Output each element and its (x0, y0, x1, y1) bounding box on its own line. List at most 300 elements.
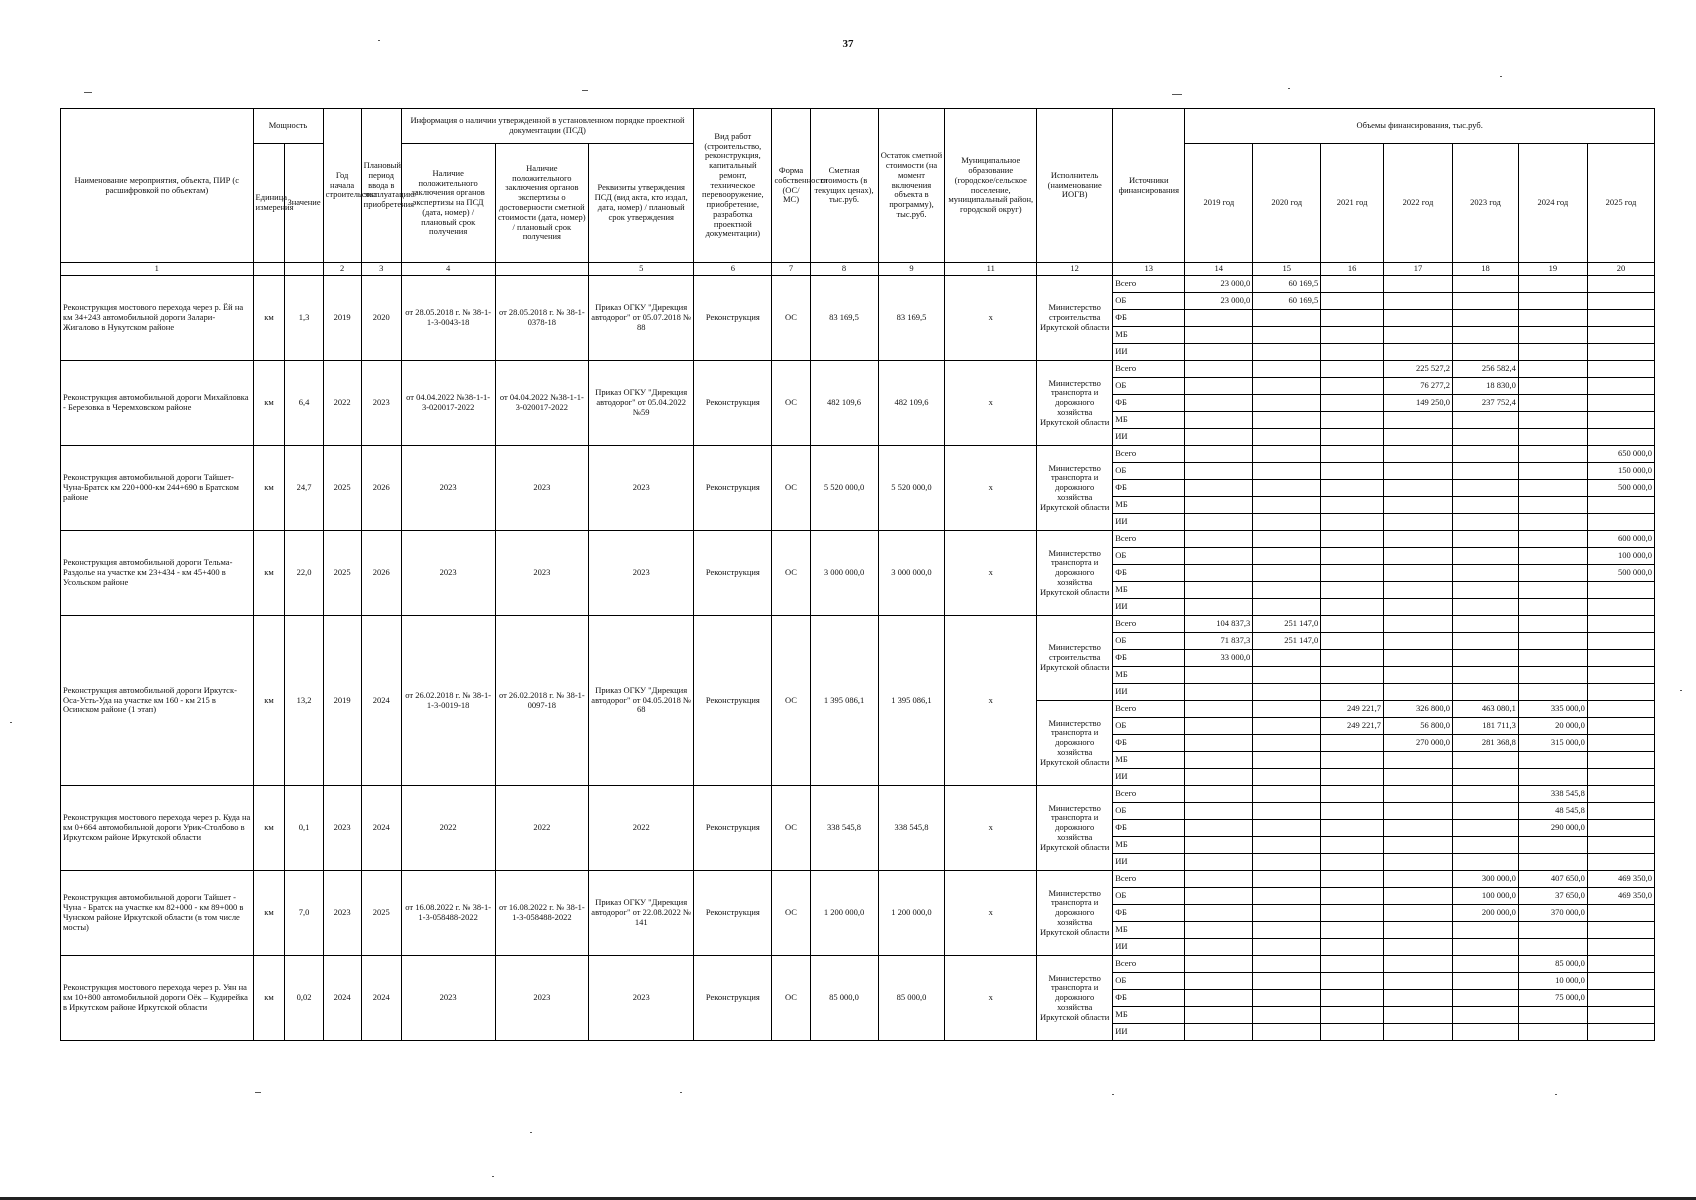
psd-cost-expertise: 2023 (495, 446, 589, 531)
commissioning-year: 2020 (361, 276, 401, 361)
funding-amount (1384, 905, 1453, 922)
funding-amount (1253, 667, 1321, 684)
funding-amount (1587, 667, 1654, 684)
capacity-value: 13,2 (285, 616, 323, 786)
remaining-cost: 482 109,6 (878, 361, 945, 446)
column-index (253, 263, 285, 276)
funding-amount: 300 000,0 (1453, 871, 1519, 888)
funding-amount (1253, 939, 1321, 956)
funding-amount (1453, 803, 1519, 820)
funding-amount (1384, 497, 1453, 514)
psd-requisites: Приказ ОГКУ "Дирекция автодорог" от 04.05.2018 № 68 (589, 616, 694, 786)
funding-source: Всего (1113, 616, 1185, 633)
scan-speck (1555, 1094, 1557, 1095)
funding-amount (1587, 293, 1654, 310)
funding-amount (1253, 463, 1321, 480)
funding-amount (1185, 786, 1253, 803)
header-remaining-cost: Остаток сметной стоимости (на момент включения объекта в программу), тыс.руб. (878, 109, 945, 263)
funding-amount (1453, 446, 1519, 463)
funding-amount (1587, 939, 1654, 956)
funding-amount (1518, 582, 1587, 599)
work-type: Реконструкция (694, 531, 772, 616)
scan-speck (1112, 1094, 1114, 1095)
funding-amount (1253, 531, 1321, 548)
funding-source: Всего (1113, 871, 1185, 888)
funding-amount (1518, 565, 1587, 582)
remaining-cost: 83 169,5 (878, 276, 945, 361)
funding-amount (1253, 395, 1321, 412)
funding-amount (1321, 344, 1384, 361)
funding-amount: 237 752,4 (1453, 395, 1519, 412)
capacity-unit: км (253, 956, 285, 1041)
psd-requisites: 2022 (589, 786, 694, 871)
funding-amount (1253, 480, 1321, 497)
funding-amount: 181 711,3 (1453, 718, 1519, 735)
column-index: 7 (772, 263, 810, 276)
funding-source: Всего (1113, 276, 1185, 293)
scan-speck (582, 90, 588, 91)
funding-amount (1518, 446, 1587, 463)
funding-source: ФБ (1113, 820, 1185, 837)
funding-amount (1518, 616, 1587, 633)
capacity-unit: км (253, 616, 285, 786)
funding-amount (1518, 667, 1587, 684)
funding-amount (1587, 327, 1654, 344)
municipality: х (945, 531, 1037, 616)
funding-amount (1253, 769, 1321, 786)
funding-amount (1384, 565, 1453, 582)
funding-amount (1587, 650, 1654, 667)
header-name: Наименование мероприятия, объекта, ПИР (с расшифровкой по объектам) (61, 109, 254, 263)
column-index (285, 263, 323, 276)
municipality: х (945, 956, 1037, 1041)
funding-amount: 75 000,0 (1518, 990, 1587, 1007)
start-year: 2022 (323, 361, 361, 446)
funding-amount (1321, 463, 1384, 480)
funding-amount (1518, 548, 1587, 565)
funding-amount (1384, 837, 1453, 854)
funding-source: МБ (1113, 667, 1185, 684)
funding-source: ФБ (1113, 395, 1185, 412)
ownership-form: ОС (772, 956, 810, 1041)
funding-amount (1253, 786, 1321, 803)
estimated-cost: 1 395 086,1 (810, 616, 878, 786)
funding-amount (1587, 990, 1654, 1007)
funding-source: Всего (1113, 361, 1185, 378)
funding-amount (1185, 905, 1253, 922)
funding-amount: 48 545,8 (1518, 803, 1587, 820)
funding-amount (1253, 854, 1321, 871)
funding-source: ФБ (1113, 565, 1185, 582)
funding-amount (1453, 769, 1519, 786)
funding-amount (1185, 463, 1253, 480)
funding-amount (1587, 854, 1654, 871)
funding-amount: 600 000,0 (1587, 531, 1654, 548)
capacity-value: 7,0 (285, 871, 323, 956)
capacity-unit: км (253, 361, 285, 446)
funding-amount (1453, 616, 1519, 633)
column-index: 16 (1321, 263, 1384, 276)
remaining-cost: 85 000,0 (878, 956, 945, 1041)
funding-amount (1384, 582, 1453, 599)
funding-amount (1587, 718, 1654, 735)
funding-amount (1453, 463, 1519, 480)
psd-expertise: от 04.04.2022 №38-1-1-3-020017-2022 (401, 361, 495, 446)
funding-amount: 338 545,8 (1518, 786, 1587, 803)
funding-amount (1587, 1007, 1654, 1024)
column-index: 12 (1037, 263, 1113, 276)
executor: Министерство строительства Иркутской области (1037, 616, 1113, 701)
funding-amount (1518, 939, 1587, 956)
funding-amount (1185, 701, 1253, 718)
psd-requisites: 2023 (589, 956, 694, 1041)
table-row (61, 531, 1655, 548)
funding-amount (1453, 820, 1519, 837)
scan-speck (530, 1132, 532, 1133)
funding-amount: 60 169,5 (1253, 276, 1321, 293)
estimated-cost: 83 169,5 (810, 276, 878, 361)
funding-amount (1185, 429, 1253, 446)
header-year-2021: 2021 год (1321, 144, 1384, 263)
funding-amount (1253, 599, 1321, 616)
header-executor: Исполнитель (наименование ИОГВ) (1037, 109, 1113, 263)
column-index: 3 (361, 263, 401, 276)
funding-amount (1321, 820, 1384, 837)
column-index: 18 (1453, 263, 1519, 276)
funding-amount: 270 000,0 (1384, 735, 1453, 752)
header-psd-requisites: Реквизиты утверждения ПСД (вид акта, кто издал, дата, номер) / плановый срок утверждения (589, 144, 694, 263)
column-index: 4 (401, 263, 495, 276)
funding-amount (1253, 361, 1321, 378)
funding-amount (1321, 854, 1384, 871)
funding-amount: 71 837,3 (1185, 633, 1253, 650)
funding-amount: 23 000,0 (1185, 293, 1253, 310)
funding-source: ИИ (1113, 854, 1185, 871)
capacity-unit: км (253, 786, 285, 871)
commissioning-year: 2026 (361, 531, 401, 616)
remaining-cost: 338 545,8 (878, 786, 945, 871)
funding-amount (1321, 973, 1384, 990)
column-index: 5 (589, 263, 694, 276)
psd-expertise: от 28.05.2018 г. № 38-1-1-3-0043-18 (401, 276, 495, 361)
funding-amount (1384, 990, 1453, 1007)
capacity-value: 22,0 (285, 531, 323, 616)
object-name: Реконструкция автомобильной дороги Тельма-Раздолье на участке км 23+434 - км 45+400 в Усольском районе (61, 531, 254, 616)
funding-amount (1321, 667, 1384, 684)
funding-amount (1253, 582, 1321, 599)
financing-table (60, 108, 1655, 1041)
ownership-form: ОС (772, 616, 810, 786)
scan-speck (492, 1176, 494, 1177)
funding-amount: 469 350,0 (1587, 888, 1654, 905)
header-capacity: Мощность (253, 109, 323, 144)
work-type: Реконструкция (694, 956, 772, 1041)
object-name: Реконструкция мостового перехода через р. Ёй на км 34+243 автомобильной дороги Залари-Жигалово в Нукутском районе (61, 276, 254, 361)
psd-requisites: Приказ ОГКУ "Дирекция автодорог" от 22.08.2022 № 141 (589, 871, 694, 956)
funding-amount (1384, 939, 1453, 956)
executor: Министерство транспорта и дорожного хозяйства Иркутской области (1037, 786, 1113, 871)
funding-amount (1518, 395, 1587, 412)
start-year: 2024 (323, 956, 361, 1041)
funding-amount (1587, 684, 1654, 701)
funding-amount (1185, 752, 1253, 769)
funding-amount (1321, 837, 1384, 854)
executor: Министерство транспорта и дорожного хозяйства Иркутской области (1037, 531, 1113, 616)
work-type: Реконструкция (694, 786, 772, 871)
funding-amount (1587, 497, 1654, 514)
work-type: Реконструкция (694, 871, 772, 956)
funding-amount (1384, 531, 1453, 548)
funding-amount: 60 169,5 (1253, 293, 1321, 310)
work-type: Реконструкция (694, 361, 772, 446)
header-sources: Источники финансирования (1113, 109, 1185, 263)
funding-amount (1321, 905, 1384, 922)
funding-amount (1587, 514, 1654, 531)
column-index (495, 263, 589, 276)
psd-requisites: Приказ ОГКУ "Дирекция автодорог" от 05.07.2018 № 88 (589, 276, 694, 361)
funding-amount (1587, 344, 1654, 361)
funding-amount (1321, 293, 1384, 310)
ownership-form: ОС (772, 361, 810, 446)
municipality: х (945, 276, 1037, 361)
funding-amount (1185, 361, 1253, 378)
funding-amount (1185, 888, 1253, 905)
table-row (61, 956, 1655, 973)
funding-source: Всего (1113, 446, 1185, 463)
funding-amount (1453, 276, 1519, 293)
funding-amount (1384, 633, 1453, 650)
funding-amount (1253, 446, 1321, 463)
table-row (61, 616, 1655, 633)
funding-amount (1453, 327, 1519, 344)
funding-amount: 149 250,0 (1384, 395, 1453, 412)
estimated-cost: 3 000 000,0 (810, 531, 878, 616)
funding-amount (1185, 599, 1253, 616)
psd-cost-expertise: от 16.08.2022 г. № 38-1-1-3-058488-2022 (495, 871, 589, 956)
funding-amount (1253, 412, 1321, 429)
psd-cost-expertise: от 04.04.2022 №38-1-1-3-020017-2022 (495, 361, 589, 446)
funding-amount (1185, 718, 1253, 735)
funding-amount (1321, 378, 1384, 395)
capacity-unit: км (253, 871, 285, 956)
object-name: Реконструкция автомобильной дороги Михайловка - Березовка в Черемховском районе (61, 361, 254, 446)
funding-amount (1587, 752, 1654, 769)
municipality: х (945, 871, 1037, 956)
psd-expertise: 2023 (401, 531, 495, 616)
funding-amount (1587, 599, 1654, 616)
psd-expertise: 2023 (401, 956, 495, 1041)
funding-amount (1587, 701, 1654, 718)
header-psd-info: Информация о наличии утвержденной в установленном порядке проектной документации (ПСД) (401, 109, 693, 144)
funding-amount (1518, 1007, 1587, 1024)
table-row (61, 361, 1655, 378)
funding-source: МБ (1113, 582, 1185, 599)
funding-amount (1518, 293, 1587, 310)
funding-amount: 56 800,0 (1384, 718, 1453, 735)
funding-amount (1453, 531, 1519, 548)
funding-source: Всего (1113, 531, 1185, 548)
funding-amount (1185, 854, 1253, 871)
funding-amount (1384, 293, 1453, 310)
funding-source: МБ (1113, 497, 1185, 514)
funding-amount: 150 000,0 (1587, 463, 1654, 480)
funding-amount (1321, 769, 1384, 786)
column-index: 2 (323, 263, 361, 276)
scan-speck (255, 1092, 261, 1093)
funding-amount: 315 000,0 (1518, 735, 1587, 752)
funding-amount (1453, 514, 1519, 531)
funding-source: Всего (1113, 956, 1185, 973)
funding-amount: 249 221,7 (1321, 701, 1384, 718)
funding-amount (1384, 684, 1453, 701)
funding-amount (1453, 752, 1519, 769)
funding-amount (1384, 514, 1453, 531)
funding-amount (1253, 905, 1321, 922)
funding-amount (1453, 480, 1519, 497)
funding-amount (1321, 786, 1384, 803)
psd-expertise: от 26.02.2018 г. № 38-1-1-3-0019-18 (401, 616, 495, 786)
remaining-cost: 1 395 086,1 (878, 616, 945, 786)
funding-amount: 100 000,0 (1587, 548, 1654, 565)
funding-amount: 225 527,2 (1384, 361, 1453, 378)
funding-amount (1321, 1024, 1384, 1041)
commissioning-year: 2023 (361, 361, 401, 446)
funding-amount (1453, 922, 1519, 939)
column-index: 19 (1518, 263, 1587, 276)
funding-amount (1453, 854, 1519, 871)
table-body (61, 276, 1655, 1041)
start-year: 2019 (323, 616, 361, 786)
funding-source: ОБ (1113, 718, 1185, 735)
start-year: 2025 (323, 531, 361, 616)
funding-amount (1185, 327, 1253, 344)
funding-amount (1253, 310, 1321, 327)
header-estimated-cost: Сметная стоимость (в текущих ценах), тыс.руб. (810, 109, 878, 263)
commissioning-year: 2024 (361, 786, 401, 871)
start-year: 2025 (323, 446, 361, 531)
ownership-form: ОС (772, 531, 810, 616)
funding-amount (1453, 990, 1519, 1007)
funding-amount (1453, 565, 1519, 582)
funding-amount (1587, 820, 1654, 837)
commissioning-year: 2026 (361, 446, 401, 531)
header-year-2022: 2022 год (1384, 144, 1453, 263)
column-index: 15 (1253, 263, 1321, 276)
funding-source: ФБ (1113, 990, 1185, 1007)
funding-amount (1321, 497, 1384, 514)
table-row (61, 276, 1655, 293)
funding-amount (1587, 1024, 1654, 1041)
column-index: 17 (1384, 263, 1453, 276)
funding-amount (1453, 293, 1519, 310)
funding-source: ИИ (1113, 769, 1185, 786)
funding-amount (1185, 871, 1253, 888)
funding-amount (1384, 871, 1453, 888)
funding-amount (1384, 548, 1453, 565)
funding-amount (1384, 650, 1453, 667)
estimated-cost: 5 520 000,0 (810, 446, 878, 531)
funding-amount (1253, 735, 1321, 752)
funding-amount (1321, 531, 1384, 548)
funding-amount: 18 830,0 (1453, 378, 1519, 395)
funding-amount: 256 582,4 (1453, 361, 1519, 378)
funding-amount (1453, 837, 1519, 854)
funding-amount: 370 000,0 (1518, 905, 1587, 922)
funding-amount: 463 080,1 (1453, 701, 1519, 718)
work-type: Реконструкция (694, 276, 772, 361)
funding-amount (1253, 327, 1321, 344)
psd-expertise: 2023 (401, 446, 495, 531)
funding-amount: 85 000,0 (1518, 956, 1587, 973)
funding-amount (1453, 633, 1519, 650)
funding-amount (1253, 378, 1321, 395)
header-year-2019: 2019 год (1185, 144, 1253, 263)
funding-amount (1384, 276, 1453, 293)
psd-cost-expertise: 2022 (495, 786, 589, 871)
funding-amount (1587, 412, 1654, 429)
executor: Министерство транспорта и дорожного хозяйства Иркутской области (1037, 701, 1113, 786)
remaining-cost: 5 520 000,0 (878, 446, 945, 531)
funding-source: ОБ (1113, 463, 1185, 480)
funding-amount (1587, 956, 1654, 973)
header-unit: Единица измерения (253, 144, 285, 263)
funding-source: ФБ (1113, 480, 1185, 497)
funding-source: МБ (1113, 837, 1185, 854)
funding-amount (1587, 361, 1654, 378)
funding-source: ФБ (1113, 310, 1185, 327)
funding-source: ОБ (1113, 633, 1185, 650)
funding-amount (1185, 514, 1253, 531)
funding-amount (1253, 565, 1321, 582)
funding-amount (1384, 973, 1453, 990)
funding-amount (1321, 633, 1384, 650)
funding-amount (1321, 327, 1384, 344)
object-name: Реконструкция автомобильной дороги Тайшет-Чуна-Братск км 220+000-км 244+690 в Братском районе (61, 446, 254, 531)
funding-amount (1587, 633, 1654, 650)
funding-amount (1185, 735, 1253, 752)
funding-amount (1453, 497, 1519, 514)
start-year: 2023 (323, 871, 361, 956)
psd-cost-expertise: 2023 (495, 956, 589, 1041)
header-ownership: Форма собственности (ОС/ МС) (772, 109, 810, 263)
funding-amount (1518, 599, 1587, 616)
funding-source: МБ (1113, 922, 1185, 939)
scan-speck (1172, 94, 1182, 95)
funding-amount: 281 368,8 (1453, 735, 1519, 752)
funding-amount (1321, 429, 1384, 446)
psd-cost-expertise: от 28.05.2018 г. № 38-1-0378-18 (495, 276, 589, 361)
funding-amount (1453, 548, 1519, 565)
funding-amount (1321, 684, 1384, 701)
funding-amount (1384, 1024, 1453, 1041)
funding-amount: 335 000,0 (1518, 701, 1587, 718)
funding-amount (1321, 650, 1384, 667)
table-row (61, 871, 1655, 888)
funding-amount: 290 000,0 (1518, 820, 1587, 837)
funding-amount (1253, 820, 1321, 837)
funding-source: ИИ (1113, 939, 1185, 956)
funding-source: ФБ (1113, 905, 1185, 922)
funding-amount (1453, 310, 1519, 327)
capacity-unit: км (253, 276, 285, 361)
funding-amount (1185, 956, 1253, 973)
header-planned-period: Плановый период ввода в эксплуатацию/приобретения (361, 109, 401, 263)
funding-amount (1253, 650, 1321, 667)
funding-source: МБ (1113, 327, 1185, 344)
table-row (61, 446, 1655, 463)
funding-amount (1453, 667, 1519, 684)
funding-amount (1185, 922, 1253, 939)
